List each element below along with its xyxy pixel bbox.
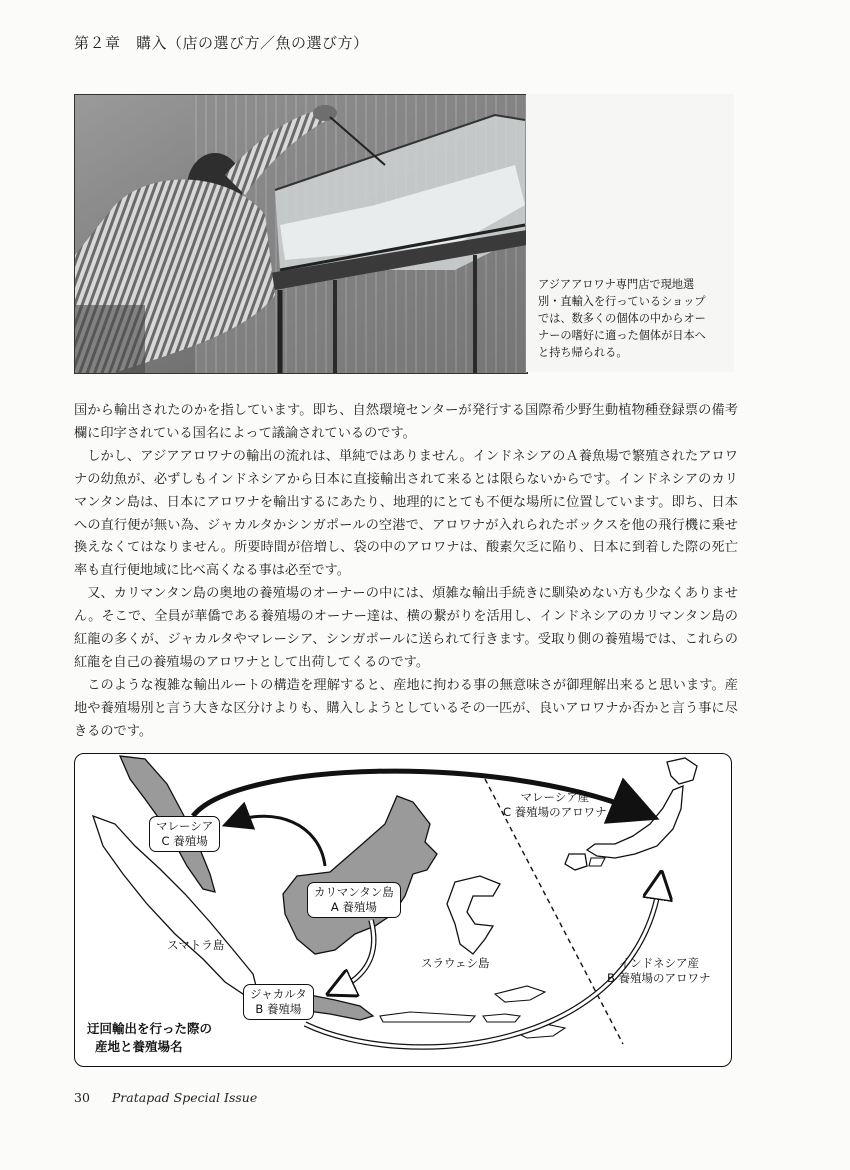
- chapter-header: 第２章 購入（店の選び方／魚の選び方）: [74, 34, 369, 52]
- publication-name: Pratapad Special Issue: [111, 1090, 258, 1105]
- paragraph: 又、カリマンタン島の奥地の養殖場のオーナーの中には、煩雑な輸出手続きに馴染めない方も少なくありません。そこで、全員が華僑である養殖場のオーナー達は、横の繋がりを活用し、インドネシアのカリマンタン島の紅龍の多くが、ジャカルタやマレーシア、シンガポールに送られて行きます。受取り側の養殖場では、これらの紅龍を自己の養殖場のアロワナとして出荷してくるのです。: [74, 586, 738, 670]
- caption-line: と持ち帰られる。: [538, 346, 628, 359]
- label-line: B 養殖場のアロワナ: [607, 971, 711, 985]
- malaysia-farm-box: [149, 816, 220, 852]
- label-line: C 養殖場のアロワナ: [503, 805, 607, 819]
- page-number: 30: [74, 1090, 90, 1105]
- page-footer: [74, 1090, 257, 1105]
- kalimantan-island: [283, 796, 437, 954]
- box-line: ジャカルタ: [250, 987, 307, 1001]
- box-line: C 養殖場: [161, 834, 208, 848]
- sumatra-label: スマトラ島: [167, 938, 225, 952]
- indonesia-origin-label: [607, 956, 711, 986]
- jakarta-farm-box: [243, 984, 314, 1020]
- box-line: A 養殖場: [330, 900, 377, 914]
- caption-line: 別・直輸入を行っているショップ: [538, 295, 706, 308]
- kalimantan-farm-box: [307, 882, 401, 918]
- title-line: 迂回輸出を行った際の: [87, 1021, 213, 1036]
- map-title: [87, 1020, 212, 1056]
- title-line: 産地と養殖場名: [95, 1039, 183, 1054]
- route-kalimantan-malaysia-arrow: [233, 816, 325, 866]
- paragraph: しかし、アジアアロワナの輸出の流れは、単純ではありません。インドネシアのＡ養魚場で繁殖されたアロワナの幼魚が、必ずしもインドネシアから日本に直接輸出されて来るとは限らないからです。インドネシアのカリマンタン島は、日本にアロワナを輸出するにあたり、地理的にとても不便な場所に位置しています。即ち、日本への直行便が無い為、ジャカルタかシンガポールの空港で、アロワナが入れられたボックスを他の飛行機に乗せ換えなくてはなりません。所要時間が倍増し、袋の中のアロワナは、酸素欠乏に陥り、日本に到着した際の死亡率も直行便地域に比べ高くなる事は必至です。: [74, 448, 738, 579]
- caption-line: では、数多くの個体の中からオー: [538, 312, 706, 325]
- box-line: カリマンタン島: [314, 885, 394, 899]
- box-line: マレーシア: [156, 819, 214, 833]
- sulawesi-label: スラウェシ島: [421, 956, 490, 970]
- photo-caption: [538, 276, 724, 361]
- shop-photo: [74, 94, 528, 374]
- malaysia-origin-label: [503, 790, 607, 820]
- article-body: [74, 400, 738, 744]
- hokkaido: [667, 758, 697, 784]
- label-line: マレーシア産: [520, 790, 590, 804]
- photo-shop-tank-icon: [75, 95, 527, 373]
- caption-line: アジアアロワナ専門店で現地選: [538, 278, 695, 291]
- label-line: インドネシア産: [618, 956, 699, 970]
- sulawesi-island: [447, 876, 500, 954]
- paragraph: このような複雑な輸出ルートの構造を理解すると、産地に拘わる事の無意味さが御理解出来ると思います。産地や養殖場別と言う大きな区分けよりも、購入しようとしているその一匹が、良いアロワナか否かと言う事に尽きるのです。: [74, 677, 738, 739]
- box-line: B 養殖場: [255, 1002, 302, 1016]
- paragraph: 国から輸出されたのかを指しています。即ち、自然環境センターが発行する国際希少野生動植物種登録票の備考欄に印字されている国名によって議論されているのです。: [74, 403, 738, 441]
- export-route-map: [74, 753, 732, 1067]
- caption-line: ナーの嗜好に適った個体が日本へ: [538, 329, 706, 342]
